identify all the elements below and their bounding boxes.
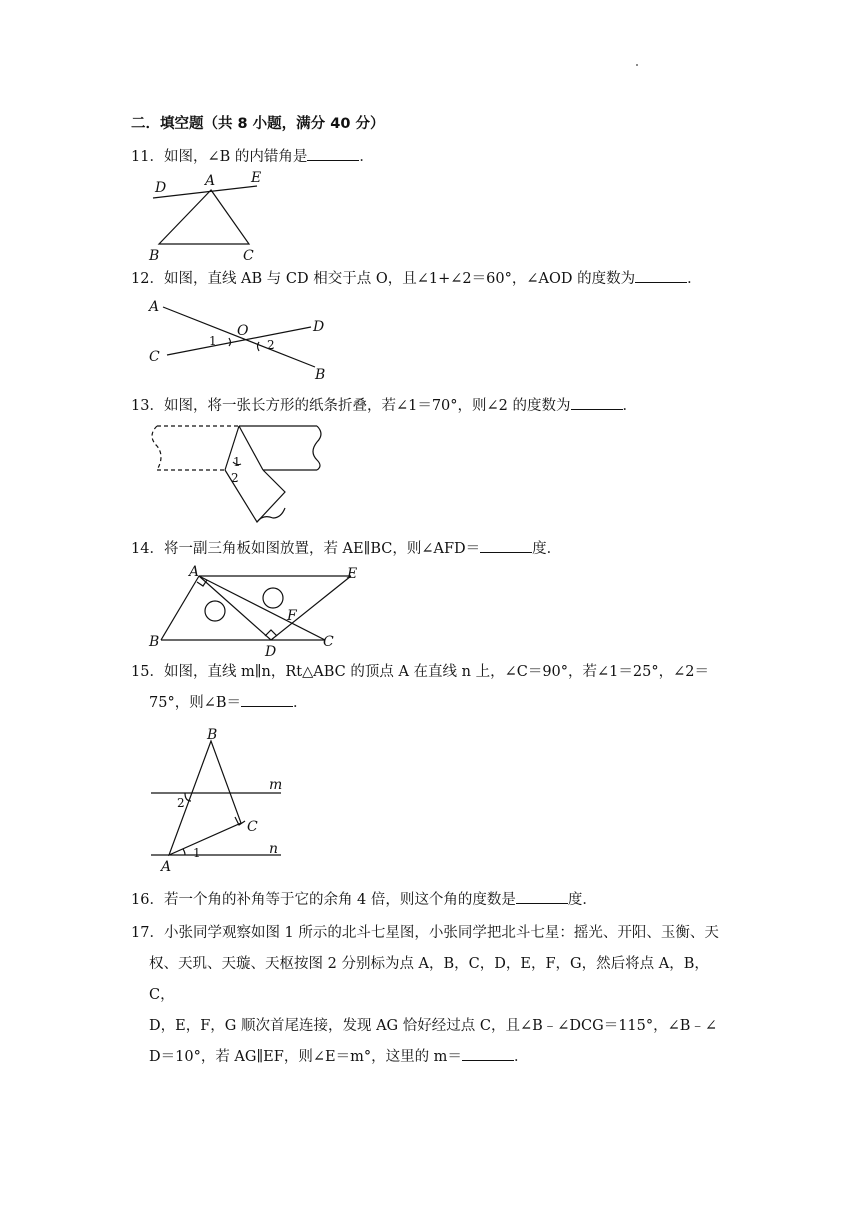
question-13-tail: ． (622, 398, 638, 414)
answer-blank-16[interactable] (516, 891, 568, 904)
label-angle-1: 1 (233, 455, 241, 469)
label-c: C (247, 819, 258, 835)
strip-torn-edge (313, 426, 321, 470)
question-14-text: 14．将一副三角板如图放置，若 AE∥BC，则∠AFD＝ (131, 541, 481, 557)
angle-1-arc (183, 849, 185, 855)
answer-blank-17[interactable] (462, 1048, 514, 1061)
label-o: O (237, 323, 249, 339)
question-11-tail: ． (359, 149, 374, 165)
line-ad (199, 576, 271, 640)
question-15-line1: 15．如图，直线 m∥n，Rt△ABC 的顶点 A 在直线 n 上，∠C＝90°，若∠1＝25°，∠2＝ (131, 664, 709, 680)
question-13 (131, 391, 731, 422)
angle-1-arc (229, 338, 231, 346)
question-17-line4-wrap (131, 1042, 731, 1073)
answer-blank-15[interactable] (241, 694, 293, 707)
question-15-tail: ． (293, 695, 308, 711)
question-17-line3: D，E，F，G 顺次首尾连接，发现 AG 恰好经过点 C，且∠B﹣∠DCG＝115°，∠B﹣∠ (149, 1018, 718, 1034)
label-b: B (315, 367, 326, 383)
figure-11 (145, 170, 275, 262)
question-15 (131, 657, 731, 719)
figure-13 (145, 422, 335, 528)
question-17-line4: D＝10°，若 AG∥EF，则∠E＝m°，这里的 m＝ (149, 1049, 462, 1065)
label-angle-2: 2 (267, 338, 275, 352)
label-a: A (161, 859, 172, 875)
question-17-line2: 权、天玑、天璇、天枢按图 2 分别标为点 A，B，C，D，E，F，G，然后将点 A，B，C， (149, 956, 709, 1003)
label-n: n (269, 841, 279, 857)
label-d: D (265, 644, 277, 660)
label-b: B (149, 634, 160, 650)
question-11-text: 11．如图，∠B 的内错角是 (131, 149, 308, 165)
question-14-tail: 度． (532, 541, 562, 557)
label-a: A (205, 173, 216, 189)
angle-2-arc (258, 342, 260, 351)
question-17-tail: ． (513, 1049, 529, 1065)
label-d: D (155, 180, 167, 196)
label-a: A (189, 564, 200, 580)
question-12 (131, 264, 731, 295)
question-15-line2: 75°，则∠B＝ (149, 695, 242, 711)
label-m: m (269, 777, 283, 793)
section-title: 二．填空题（共 8 小题，满分 40 分） (131, 116, 385, 132)
label-c: C (243, 248, 254, 262)
question-13-text: 13．如图，将一张长方形的纸条折叠，若∠1＝70°，则∠2 的度数为 (131, 398, 571, 414)
folded-torn-edge (152, 426, 161, 470)
answer-blank-12[interactable] (635, 270, 687, 283)
label-d: D (313, 319, 325, 335)
label-a: A (149, 299, 160, 315)
question-15-line2-wrap (131, 688, 731, 719)
question-12-tail: ． (687, 271, 702, 287)
label-angle-1: 1 (193, 846, 201, 860)
label-f: F (287, 608, 297, 624)
question-16-text: 16．若一个角的补角等于它的余角 4 倍，则这个角的度数是 (131, 892, 516, 908)
label-c: C (323, 634, 334, 650)
label-angle-2: 2 (177, 796, 185, 810)
figure-15 (145, 727, 295, 875)
fold-line-top (239, 426, 263, 470)
page-dot (636, 64, 638, 66)
label-b: B (149, 248, 160, 262)
question-11 (131, 142, 731, 173)
circle-right (263, 588, 283, 608)
answer-blank-14[interactable] (480, 540, 532, 553)
circle-left (205, 601, 225, 621)
triangle-abc (159, 190, 249, 244)
answer-blank-11[interactable] (307, 148, 359, 161)
answer-blank-13[interactable] (571, 397, 623, 410)
question-16 (131, 885, 731, 916)
label-b: B (207, 727, 218, 743)
label-c: C (149, 349, 160, 365)
label-angle-2: 2 (231, 471, 239, 485)
right-angle-a (197, 580, 207, 586)
question-17 (131, 918, 731, 1073)
label-angle-1: 1 (209, 334, 217, 348)
line-ab (161, 576, 199, 640)
right-angle-d (265, 630, 277, 636)
figure-14 (145, 564, 365, 662)
line-de (271, 576, 351, 640)
question-16-tail: 度． (567, 892, 597, 908)
question-17-line1: 17．小张同学观察如图 1 所示的北斗七星图，小张同学把北斗七星：摇光、开阳、玉衡、天 (131, 925, 719, 941)
question-12-text: 12．如图，直线 AB 与 CD 相交于点 O，且∠1+∠2＝60°，∠AOD 的度数为 (131, 271, 636, 287)
question-14 (131, 534, 731, 565)
line-ac (199, 576, 325, 640)
label-e: E (251, 170, 262, 186)
label-e: E (347, 566, 358, 582)
figure-12 (145, 295, 335, 383)
flap-torn-edge (257, 508, 285, 522)
